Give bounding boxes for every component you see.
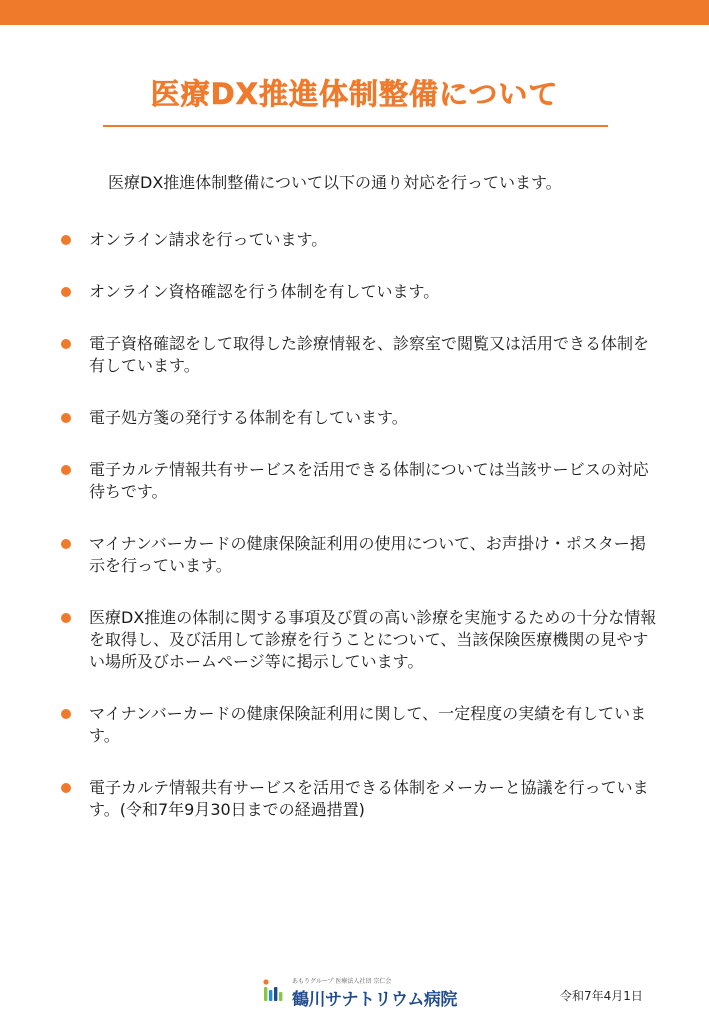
list-item xyxy=(60,459,660,503)
list-item xyxy=(60,777,660,821)
bullet-icon xyxy=(61,287,71,297)
list-item-text: マイナンバーカードの健康保険証利用の使用について、お声掛け・ポスター掲示を行っています。 xyxy=(89,534,646,575)
list-item-text: 電子資格確認をして取得した診療情報を、診察室で閲覧又は活用できる体制を有しています。 xyxy=(89,334,650,375)
list-item xyxy=(60,407,660,429)
list-item-text: 電子処方箋の発行する体制を有しています。 xyxy=(89,408,408,427)
bullet-icon xyxy=(61,709,71,719)
title-underline xyxy=(103,125,608,127)
bullet-icon xyxy=(61,539,71,549)
bullet-icon xyxy=(61,783,71,793)
logo-subtext: あもりグループ 医療法人社団 宗仁会 xyxy=(292,978,392,985)
list-item-text: 電子カルテ情報共有サービスを活用できる体制をメーカーと協議を行っています。(令和7年9月30日までの経過措置) xyxy=(89,778,649,819)
list-item-text: オンライン資格確認を行う体制を有しています。 xyxy=(89,282,440,301)
list-item-text: オンライン請求を行っています。 xyxy=(89,230,328,249)
bullet-icon xyxy=(61,235,71,245)
intro-text: 医療DX推進体制整備について以下の通り対応を行っています。 xyxy=(108,173,562,192)
bullet-icon xyxy=(61,465,71,475)
list-item xyxy=(60,229,660,251)
hospital-logo xyxy=(262,974,457,1010)
list-item-text: 電子カルテ情報共有サービスを活用できる体制については当該サービスの対応待ちです。 xyxy=(89,460,649,501)
bullet-icon xyxy=(61,413,71,423)
list-item xyxy=(60,533,660,577)
list-item xyxy=(60,281,660,303)
hospital-name: 鶴川サナトリウム病院 xyxy=(292,990,457,1010)
hospital-logo-icon xyxy=(262,978,286,1002)
bullet-icon xyxy=(61,339,71,349)
bullet-icon xyxy=(61,613,71,623)
top-accent-bar xyxy=(0,0,709,25)
list-item-text: 医療DX推進の体制に関する事項及び質の高い診療を実施するための十分な情報を取得し、及び活用して診療を行うことについて、当該保険医療機関の見やすい場所及びホームページ等に掲示しています。 xyxy=(89,608,657,671)
policy-list xyxy=(60,229,660,851)
list-item-text: マイナンバーカードの健康保険証利用に関して、一定程度の実績を有しています。 xyxy=(89,704,647,745)
page-title: 医療DX推進体制整備について xyxy=(150,77,559,111)
issue-date: 令和7年4月1日 xyxy=(560,989,643,1003)
list-item xyxy=(60,607,660,673)
list-item xyxy=(60,703,660,747)
list-item xyxy=(60,333,660,377)
